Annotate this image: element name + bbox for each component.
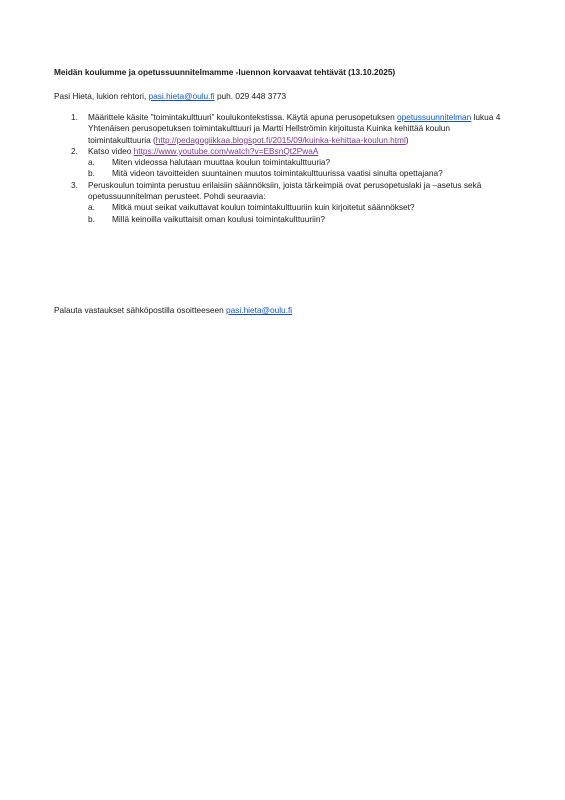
author-phone: puh. 029 448 3773 — [214, 91, 287, 101]
subtask-text: Millä keinoilla vaikuttaisit oman koulusi toimintakulttuuriin? — [112, 213, 326, 224]
author-email-link[interactable]: pasi.hieta@oulu.fi — [148, 91, 215, 101]
subtask-item — [88, 157, 514, 168]
subtask-item — [88, 202, 514, 213]
subtask-letter: b. — [88, 168, 95, 179]
document-title: Meidän koulumme ja opetussuunnitelmamme -luennon korvaavat tehtävät (13.10.2025) — [54, 67, 396, 77]
subtask-item — [88, 168, 514, 179]
footer-text: Palauta vastaukset sähköpostilla osoitteeseen — [54, 305, 227, 315]
task-item-3 — [54, 180, 514, 225]
blog-link[interactable]: http://pedagogiikkaa.blogspot.fi/2015/09/kuinka-kehittaa-koulun.html — [155, 134, 406, 145]
task-text: lukua 4 Yhtenäisen perusopetuksen toimintakulttuuri ja Martti Hellströmin kirjoitusta Kuinka kehittää koulun toimintakulttuuria ( — [88, 112, 501, 145]
subtask-text: Mitkä muut seikat vaikuttavat koulun toimintakulttuuriin kuin kirjoitetut säännökset? — [112, 202, 415, 213]
task-item-2 — [54, 146, 514, 180]
subtask-item — [88, 214, 514, 225]
task-number: 2. — [71, 145, 78, 156]
subtask-letter: a. — [88, 157, 95, 168]
task-number: 1. — [71, 112, 78, 122]
author-line — [54, 91, 514, 102]
return-instructions — [54, 305, 514, 316]
task-number: 3. — [71, 179, 78, 190]
subtask-letter: a. — [88, 202, 95, 213]
task-text: ) — [405, 134, 409, 145]
task-text: Katso video — [88, 145, 134, 156]
footer-email-link[interactable]: pasi.hieta@oulu.fi — [226, 305, 293, 315]
subtask-list — [88, 202, 514, 225]
task-text: Peruskoulun toiminta perustuu erilaisiin säännöksiin, joista tärkeimpiä ovat perusopetuslaki ja –asetus sekä opetussuunnitelman perusteet. Pohdi seuraavia: — [88, 179, 482, 202]
subtask-text: Mitä videon tavoitteiden suuntainen muutos toimintakulttuurissa vaatisi sinulta opettajana? — [112, 168, 443, 179]
task-text: Määrittele käsite ”toimintakulttuuri” koulukontekstissa. Käytä apuna perusopetuksen — [88, 112, 397, 122]
task-list — [54, 112, 514, 225]
author-text: Pasi Hieta, lukion rehtori, — [54, 91, 149, 101]
subtask-letter: b. — [88, 213, 95, 224]
youtube-link[interactable]: https://www.youtube.com/watch?v=EBsnQt2PwaA — [133, 145, 319, 156]
ops-link[interactable]: opetussuunnitelman — [397, 112, 472, 122]
subtask-list — [88, 157, 514, 180]
task-item-1 — [54, 112, 514, 146]
subtask-text: Miten videossa halutaan muuttaa koulun toimintakulttuuria? — [112, 157, 331, 168]
